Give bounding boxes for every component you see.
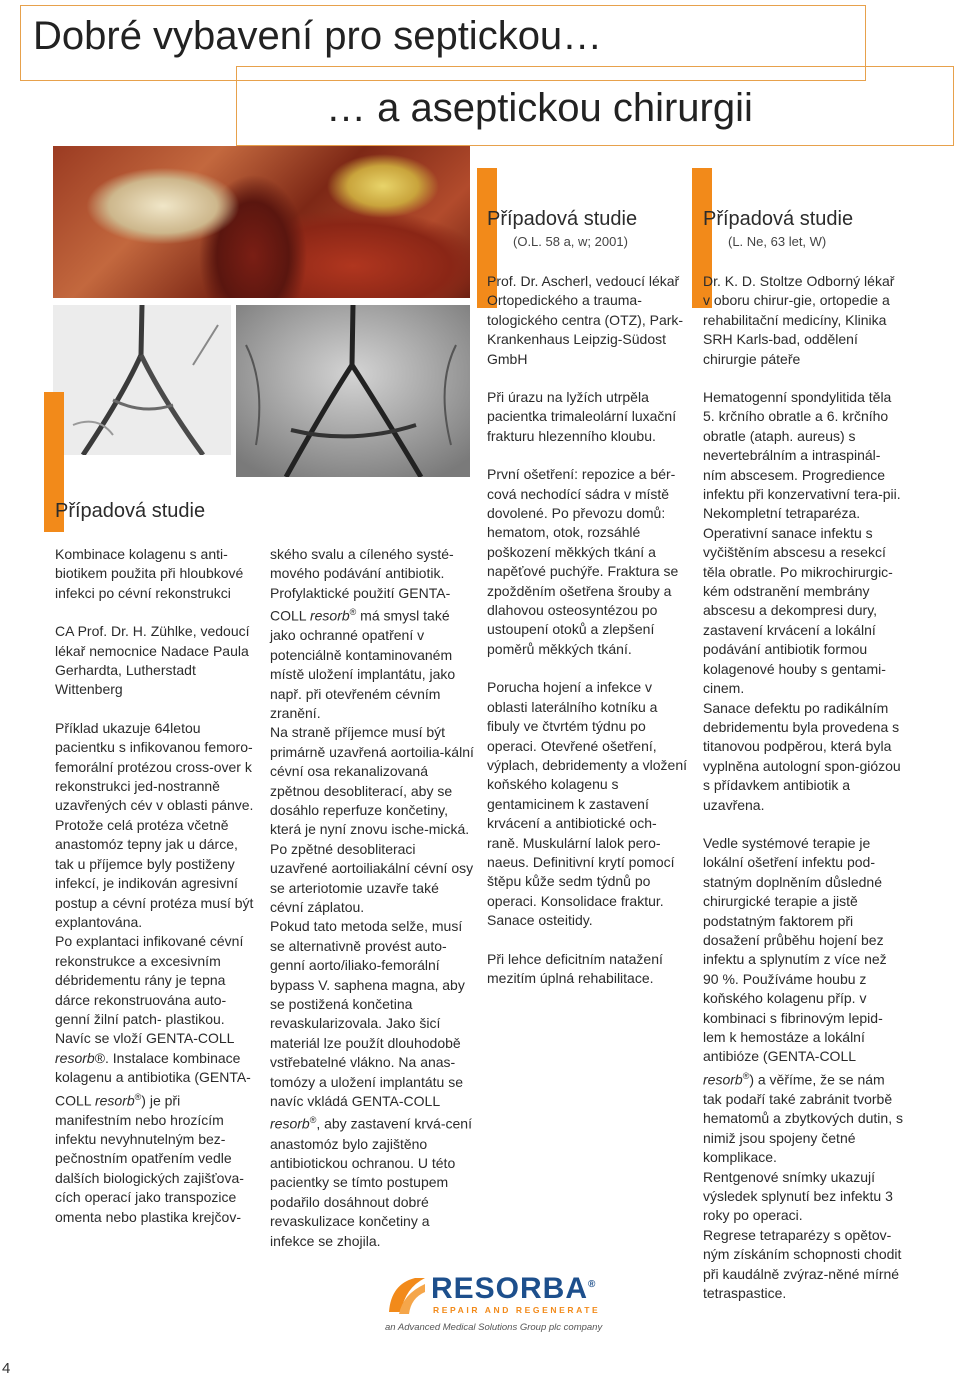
case-left-body2b: . Instalace kombinace kolagenu a antibiotika (GENTA-COLL: [55, 1049, 251, 1109]
reg-mark: ®: [742, 1070, 750, 1081]
resorba-logo: [385, 1272, 603, 1338]
case-right-p2: Sanace defektu po radikálním debridementu byla provedena s titanovou podpěrou, která byla vyplněna autologní spon-giózou s přídavkem antibiotik a uzavřena.: [703, 699, 901, 813]
reg-mark: ®: [309, 1115, 317, 1126]
case-left-intro: Kombinace kolagenu s anti-biotikem použita při hloubkové infekci po cévní rekonstrukci: [55, 546, 244, 601]
case-heading-left: Případová studie: [55, 500, 206, 522]
case-left-cont-p3: Na straně příjemce musí být primárně uzavřená aortoilia-kální cévní osa rekanalizovaná zpětnou desobliterací, aby se dosáhlo reperfuze končetiny, která je nyní znovu ische-mická. Po zpětné desobliteraci uzavřené aortoiliakální cévní osy se arteriotomie uzavře také cévní záplatou.: [270, 724, 474, 915]
case-column-left-cont: [270, 545, 475, 1251]
case-heading-mid: Případová studie: [487, 208, 638, 230]
reg-mark: ®: [134, 1091, 142, 1102]
resorb-label: resorb: [55, 1049, 95, 1066]
case-mid-p3: Porucha hojení a infekce v oblasti laterálního kotníku a fibuly ve čtvrtém týdnu po operaci. Otevřené ošetření, výplach, debridementy a vložení koňského kolagenu s gentamicinem k zastavení krvácení a antibiotické och-raně. Muskulární lalok pero-naeus. Definitivní krytí pomocí štěpu kůže sedm týdnů po operaci. Konsolidace fraktur. Sanace osteitidy.: [487, 679, 687, 929]
case-sub-mid: (O.L. 58 a, w; 2001): [513, 234, 628, 249]
surgery-photo: [53, 146, 470, 298]
case-left-cont-p4a: Pokud tato metoda selže, musí se alternativně provést auto-genní aorto/iliako-femorální bypass V. saphena magna, aby se postižená končetina revaskularizovala. Jako šicí materiál lze použít dlouhodobě vstřebatelné vlákno. Na anas-tomózy a uložení implantátu se navíc vkládá GENTA-COLL: [270, 918, 465, 1110]
case-left-author: CA Prof. Dr. H. Zühlke, vedoucí lékař nemocnice Nadace Paula Gerhardta, Lutherstadt Wittenberg: [55, 623, 250, 698]
resorba-name: RESORBA: [431, 1272, 589, 1305]
case-right-p3: [703, 834, 903, 1168]
page-title-line2: … a aseptickou chirurgii: [326, 86, 753, 130]
reg-mark: ®: [349, 607, 357, 618]
case-left-cont-p2b: má smysl také jako ochranné opatření v potenciálně kontaminovaném místě uložení implantátu, jako např. při otevřeném cévním zranění.: [270, 607, 456, 721]
page-number: 4: [2, 1360, 11, 1377]
resorb-label: resorb: [703, 1071, 743, 1088]
resorba-wordmark: [431, 1272, 596, 1306]
case-author-mid: Prof. Dr. Ascherl, vedoucí lékař Ortopedického a trauma-tologického centra (OTZ), Park-Krankenhaus Leipzig-Südost GmbH: [487, 273, 684, 367]
case-left-cont-p2a: Profylaktické použití GENTA-COLL: [270, 584, 451, 624]
case-author-right: Dr. K. D. Stoltze Odborný lékař v oboru chirur-gie, ortopedie a rehabilitační medicíny, Klinika SRH Karls-bad, oddělení chirurgie páteře: [703, 273, 895, 367]
angiography-image-right: [236, 305, 470, 477]
case-right-p3b: ) a věříme, že se nám tak podaří také zabránit tvorbě hematomů a zbytkových dutin, s nimiž jsou spojeny četné komplikace.: [703, 1071, 903, 1166]
resorba-trademark: ®: [588, 1279, 597, 1290]
case-sub-right: (L. Ne, 63 let, W): [728, 234, 827, 249]
case-right-p3a: Vedle systémové terapie je lokální ošetření infektu pod-statným doplněním důsledné chirurgické terapie a jistě podstatným faktorem při dosažení průběhu hojení bez infektu a splynutím z více než 90 %. Používáme houbu z koňského kolagenu příp. v kombinaci s fibrinovým lepid-lem k hemostáze a lokální antibióze (GENTA-COLL: [703, 834, 887, 1065]
case-left-cont-p1: ského svalu a cíleného systé-mového podávání antibiotik.: [270, 546, 454, 582]
case-left-body2: [55, 932, 255, 1227]
case-mid-p1: Při úrazu na lyžích utrpěla pacientka trimaleolární luxační frakturu hlezenního kloubu.: [487, 389, 677, 444]
page-title-line1: Dobré vybavení pro septickou…: [33, 14, 603, 58]
case-left-body2a: Po explantaci infikované cévní rekonstrukce a excesivním débridementu rány je tepna dárce rekonstruována auto-genní žilní patch- plastikou. Navíc se vloží GENTA-COLL: [55, 933, 244, 1047]
case-left-cont-p2: [270, 584, 475, 724]
case-mid-p4: Při lehce deficitním natažení mezitím úplná rehabilitace.: [487, 950, 663, 986]
resorba-group: an Advanced Medical Solutions Group plc company: [385, 1322, 603, 1333]
resorb-label: resorb: [309, 607, 350, 624]
angiography-image-left: [53, 305, 231, 455]
angiography-right-svg: [236, 305, 470, 477]
case-column-right: [703, 388, 903, 1303]
reg-mark: ®: [94, 1049, 106, 1066]
angiography-left-svg: [53, 305, 231, 455]
case-left-cont-p4b: , aby zastavení krvá-cení anastomóz bylo zajištěno antibiotickou ochranou. U této pacientky se tímto postupem podařilo dosáhnout dobré revaskulizace končetiny a infekce se zhojila.: [270, 1116, 472, 1249]
case-column-left: [55, 545, 255, 1227]
case-right-p1: Hematogenní spondylitida těla 5. krčního obratle a 6. krčního obratle (ataph. aureus) s nevertebrálním a intraspinál-ním abscesem. Progredience infektu při konzervativní tera-pii. Nekompletní tetraparéza. Operativní sanace infektu s vyčištěním abscesu a resekcí těla obratle. Po mikrochirurgic-kém odstranění membrány abscesu a dekompresi dury, zastavení krvácení a lokální podávání antibiotik formou kolagenové houby s gentami-cinem.: [703, 389, 901, 697]
case-heading-right: Případová studie: [703, 208, 854, 230]
case-left-cont-p4: [270, 917, 475, 1251]
case-right-p4: Rentgenové snímky ukazují výsledek splynutí bez infektu 3 roky po operaci.: [703, 1168, 893, 1224]
resorba-emblem-icon: [385, 1274, 429, 1318]
case-left-body2c: ) je při manifestním nebo hrozícím infektu nevyhnutelným bez-pečnostním opatřením vedle dalších biologických zajišťova-cích operací jako transpozice omenta nebo plastika krejčov-: [55, 1092, 244, 1225]
case-mid-p2: První ošetření: repozice a bér-cová nechodící sádra v místě dovolené. Po převozu domů: hematom, otok, rozsáhlé poškození měkkých tkání a napěťové puchýře. Fraktura se zpožděním ošetřena šrouby a dlahovou osteosyntézou po ustoupení otoků a zlepšení poměrů měkkých tkání.: [487, 466, 679, 657]
resorb-label: resorb: [270, 1116, 310, 1133]
case-column-mid: [487, 388, 687, 988]
case-left-body1: Příklad ukazuje 64letou pacientku s infikovanou femoro-femorální protézou cross-over k rekonstrukci jed-nostranně uzavřených cév v oblasti pánve. Protože celá protéza včetně anastomóz tepny jak u dárce, tak u příjemce byly postiženy infekcí, je indikován agresivní postup a cévní protéza musí být explantována.: [55, 719, 254, 930]
case-right-p5: Regrese tetraparézy s opětov-ným získáním schopnosti chodit při kaudálně zvýraz-něné mírné tetraspastice.: [703, 1226, 902, 1301]
resorb-label: resorb: [94, 1092, 135, 1109]
resorba-tagline: REPAIR AND REGENERATE: [433, 1305, 601, 1315]
